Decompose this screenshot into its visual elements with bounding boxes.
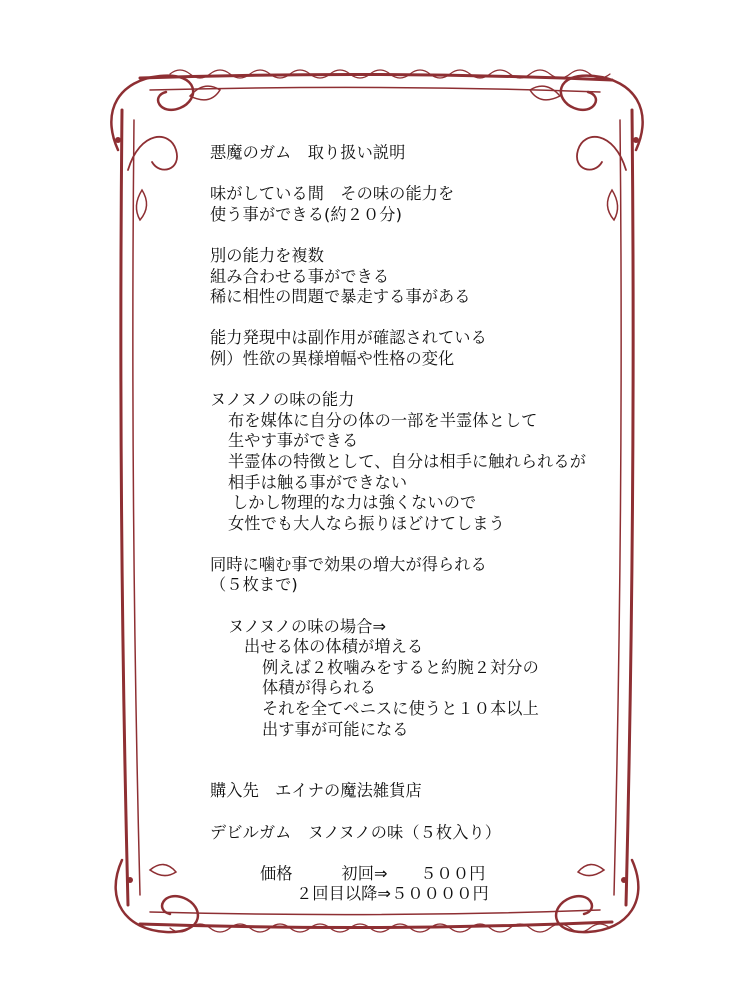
purchase-location: 購入先 エイナの魔法雑貨店 <box>210 781 422 801</box>
case-detail: 例えば２枚噛みをすると約腕２対分の <box>262 657 539 677</box>
case-heading: ヌノヌノの味の場合⇒ <box>228 616 387 636</box>
combination-line-1: 別の能力を複数 <box>210 245 325 265</box>
side-effect-line-1: 能力発現中は副作用が確認されている <box>210 328 487 348</box>
combination-line-3: 稀に相性の問題で暴走する事がある <box>210 287 471 307</box>
document-title: 悪魔のガム 取り扱い説明 <box>210 143 406 162</box>
ability-line: 布を媒体に自分の体の一部を半霊体として <box>228 410 538 430</box>
case-subheading: 出せる体の体積が増える <box>244 637 424 657</box>
duration-line-2: 使う事ができる(約２０分) <box>210 204 402 224</box>
ability-line: しかし物理的な力は強くないので <box>232 493 477 513</box>
case-detail: 出す事が可能になる <box>262 719 409 739</box>
case-detail: それを全てペニスに使うと１０本以上 <box>262 699 539 719</box>
ability-line: 半霊体の特徴として、自分は相手に触れられるが <box>228 451 586 471</box>
ability-heading: ヌノヌノの味の能力 <box>210 390 355 410</box>
duration-line-1: 味がしている間 その味の能力を <box>210 184 455 204</box>
price-line-1: 価格 初回⇒ ５００円 <box>260 863 486 883</box>
ability-line: 相手は触る事ができない <box>228 472 408 492</box>
ability-line: 女性でも大人なら振りほどけてしまう <box>228 513 505 533</box>
instruction-sheet <box>210 143 650 905</box>
combination-line-2: 組み合わせる事ができる <box>210 266 390 286</box>
case-detail: 体積が得られる <box>262 678 377 698</box>
ability-line: 生やす事ができる <box>228 431 359 451</box>
stacking-note: （５枚まで) <box>210 575 298 595</box>
side-effect-line-2: 例）性欲の異様増幅や性格の変化 <box>210 348 455 368</box>
price-line-2: ２回目以降⇒５００００円 <box>296 884 489 904</box>
stacking-line: 同時に噛む事で効果の増大が得られる <box>210 554 487 574</box>
product-name: デビルガム ヌノヌノの味（５枚入り） <box>210 822 502 842</box>
